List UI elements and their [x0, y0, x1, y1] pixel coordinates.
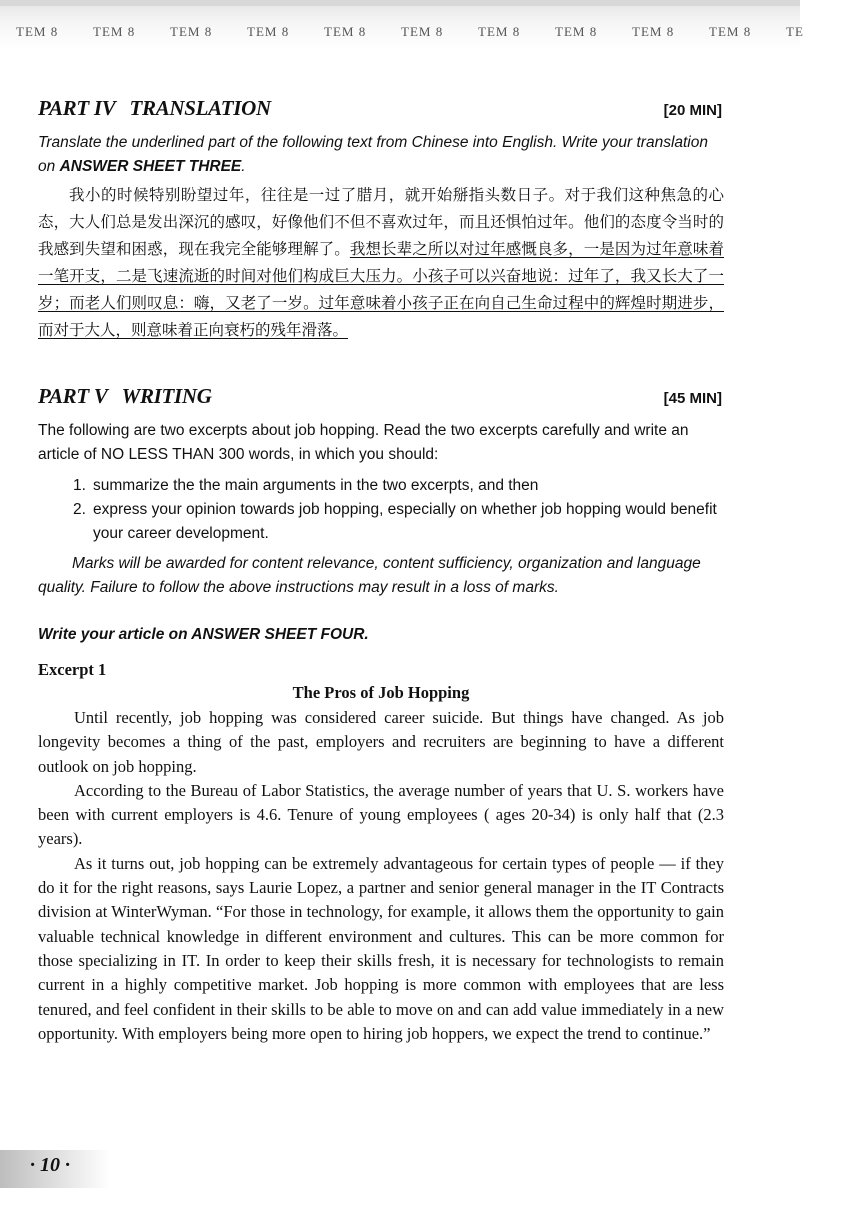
page-number: · 10 ·	[30, 1154, 70, 1176]
header-labels	[16, 24, 863, 40]
excerpt-paragraph: As it turns out, job hopping can be extremely advantageous for certain types of people — if they do it for the right reasons, says Laurie Lopez, a partner and senior general manager in the IT Contracts division at WinterWyman. “For those in technology, for example, it allows them the opportunity to gain valuable technical knowledge in different environment and cultures. This can be more common for those specializing in IT. In order to keep their skills fresh, it is necessary for technologists to remain current in a highly competitive market. Job hopping is more common with employees that are less tenured, and feel confident in their skills to be able to move on and can add value immediately in a new opportunity. With employers being more open to hiring job hoppers, we expect the trend to continue.”	[38, 853, 724, 1043]
running-header	[0, 0, 804, 50]
header-label: TEM 8	[709, 24, 752, 39]
excerpt-1-label: Excerpt 1	[38, 660, 107, 679]
header-label: TE	[786, 24, 804, 39]
part4-answer-sheet: ANSWER SHEET THREE	[59, 158, 242, 175]
part5-title	[38, 384, 212, 409]
answer-sheet-note: Write your article on ANSWER SHEET FOUR.	[38, 626, 369, 643]
header-label: TEM 8	[401, 24, 444, 39]
header-label: TEM 8	[170, 24, 213, 39]
requirements-list	[73, 474, 727, 546]
part5-intro: The following are two excerpts about job hopping. Read the two excerpts carefully and write an article of NO LESS THAN 300 words, in which you should:	[38, 422, 689, 463]
chinese-passage-underlined: 我想长辈之所以对过年感慨良多，一是因为过年意味着一笔开支，二是飞速流逝的时间对他们构成巨大压力。小孩子可以兴奋地说：过年了，我又长大了一岁；而老人们则叹息：嗨，又老了一岁。过年意味着小孩子正在向自己生命过程中的辉煌时期进步，而对于大人，则意味着正向衰朽的残年滑落。	[38, 240, 724, 339]
excerpt-paragraph: According to the Bureau of Labor Statistics, the average number of years that U. S. workers have been with current employers is 4.6. Tenure of young employees ( ages 20-34) is only half that (2.3 years).	[38, 780, 724, 849]
list-item	[73, 498, 727, 546]
list-item	[73, 474, 727, 498]
header-label: TEM 8	[324, 24, 367, 39]
list-item-text: summarize the the main arguments in the two excerpts, and then	[93, 477, 539, 494]
part4-heading	[38, 96, 722, 121]
part4-title	[38, 96, 271, 121]
header-label: TEM 8	[555, 24, 598, 39]
list-item-number: 1.	[73, 477, 86, 494]
part5-heading	[38, 384, 722, 409]
part4-name: TRANSLATION	[129, 96, 271, 120]
header-label: TEM 8	[478, 24, 521, 39]
part5-name: WRITING	[121, 384, 212, 408]
chinese-passage-plain: 我小的时候特别盼望过年，往往是一过了腊月，就开始掰指头数日子。对于我们这种焦急的心态，大人们总是发出深沉的感叹，好像他们不但不喜欢过年，而且还惧怕过年。他们的态度令当时的我感到失望和困惑，现在我完全能够理解了。	[38, 186, 724, 258]
header-label: TEM 8	[93, 24, 136, 39]
excerpt-paragraph: Until recently, job hopping was considered career suicide. But things have changed. As job longevity becomes a thing of the past, employers and recruiters are beginning to have a different outlook on job hopping.	[38, 708, 724, 776]
part5-label: PART V	[38, 384, 108, 408]
part4-label: PART IV	[38, 96, 116, 120]
marks-note: Marks will be awarded for content relevance, content sufficiency, organization and language quality. Failure to follow the above instructions may result in a loss of marks.	[38, 555, 701, 596]
excerpt-label	[38, 658, 724, 682]
excerpt-1-title: The Pros of Job Hopping	[292, 683, 470, 702]
chinese-passage	[38, 182, 724, 344]
part4-time: [20 MIN]	[663, 102, 722, 119]
part4-instruction-end: .	[241, 158, 246, 175]
header-label: TEM 8	[247, 24, 290, 39]
part4-instruction-text: Translate the underlined part of the following text from Chinese into English. Write your translation on	[38, 134, 708, 175]
list-item-text: express your opinion towards job hopping, especially on whether job hopping would benefit your career development.	[93, 501, 717, 542]
part5-time: [45 MIN]	[663, 390, 722, 407]
list-item-number: 2.	[73, 501, 86, 518]
excerpt-1-body	[38, 706, 724, 1046]
header-label: TEM 8	[632, 24, 675, 39]
part4-instruction	[38, 131, 724, 179]
header-label: TEM 8	[16, 24, 59, 39]
